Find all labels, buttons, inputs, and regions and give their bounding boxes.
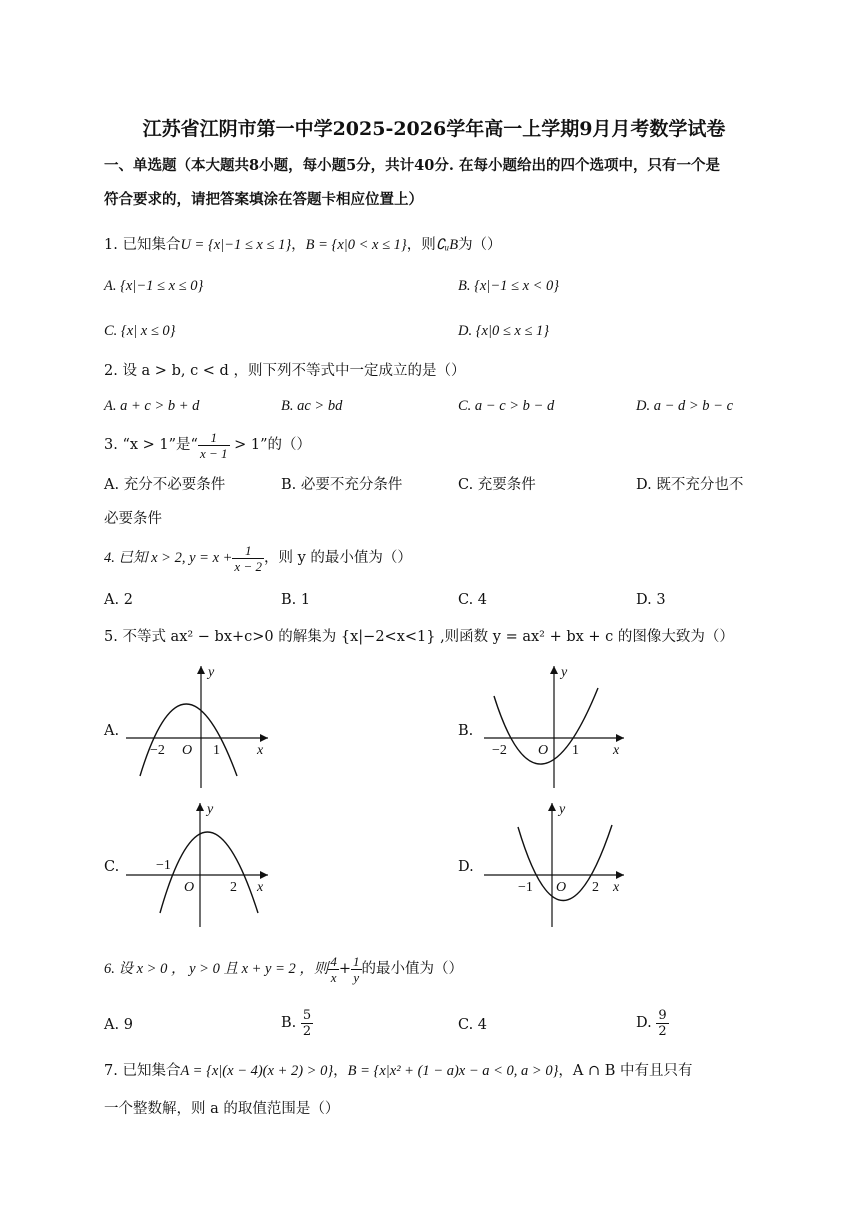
q6-option-d-numerator: 9 bbox=[658, 1007, 667, 1023]
q5-graph-d-origin: O bbox=[556, 880, 567, 895]
q1-complement: ∁ᵤB bbox=[435, 237, 459, 253]
q5-graph-d-right-root: 2 bbox=[592, 880, 599, 895]
q7-pre: 7. 已知集合 bbox=[104, 1063, 181, 1079]
q6-option-d bbox=[636, 1004, 669, 1042]
q5-graph-d-y-label: y bbox=[559, 802, 566, 817]
q6-post: 的最小值为（） bbox=[361, 961, 464, 977]
q4-option-b: B. 1 bbox=[281, 592, 311, 608]
q5-option-c: C. bbox=[104, 859, 120, 875]
q4-fraction bbox=[232, 543, 264, 574]
q5-graph-d-x-label: x bbox=[613, 880, 620, 895]
q1-stem bbox=[104, 235, 502, 255]
q4-numerator: 1 bbox=[232, 543, 264, 559]
q5-graph-c-right-root: 2 bbox=[230, 880, 237, 895]
q1-then: ，则 bbox=[406, 237, 436, 253]
q6-option-b-label: B. bbox=[281, 1015, 297, 1031]
q1-set-b: B = {x|0 < x ≤ 1} bbox=[305, 237, 407, 253]
q5-graph-a-left-root: −2 bbox=[150, 743, 165, 758]
q2-option-a: A. a + c > b + d bbox=[104, 398, 200, 414]
q5-graph-a bbox=[122, 660, 282, 790]
q1-option-a: A. {x|−1 ≤ x ≤ 0} bbox=[104, 278, 204, 294]
q6-option-b-fraction bbox=[301, 1008, 313, 1039]
q5-graph-b-left-root: −2 bbox=[492, 743, 507, 758]
q1-option-d: D. {x|0 ≤ x ≤ 1} bbox=[458, 323, 550, 339]
q5-graph-d-left-root: −1 bbox=[518, 880, 533, 895]
q5-graph-a-origin: O bbox=[182, 743, 193, 758]
q1-prefix: 1. 已知集合 bbox=[104, 237, 181, 253]
q6-fraction-2 bbox=[351, 954, 362, 985]
section-heading-line1: 一、单选题（本大题共8小题，每小题5分，共计40分. 在每小题给出的四个选项中，只有一个是 bbox=[104, 157, 720, 174]
q1-option-c: C. {x| x ≤ 0} bbox=[104, 323, 176, 339]
q4-pre: 4. 已知 x > 2, y = x + bbox=[104, 550, 233, 566]
q5-graph-b-origin: O bbox=[538, 743, 549, 758]
q6-fraction-2-numerator: 1 bbox=[353, 953, 360, 969]
q4-option-a: A. 2 bbox=[104, 592, 133, 608]
q6-option-b-denominator: 2 bbox=[302, 1023, 312, 1039]
q1-sep: ， bbox=[291, 237, 306, 253]
q3-option-d-continued: 必要条件 bbox=[104, 511, 162, 527]
q3-option-b: B. 必要不充分条件 bbox=[281, 477, 403, 493]
q5-option-b: B. bbox=[458, 723, 474, 739]
q5-graph-c-origin: O bbox=[184, 880, 195, 895]
q4-stem bbox=[104, 541, 412, 575]
q2-option-d: D. a − d > b − c bbox=[636, 398, 734, 414]
q7-set-a: A = {x|(x − 4)(x + 2) > 0} bbox=[180, 1063, 334, 1079]
q3-option-a: A. 充分不必要条件 bbox=[104, 477, 226, 493]
q7-post: ，A ∩ B 中有且只有 bbox=[558, 1063, 693, 1079]
q5-graph-c-left-root: −1 bbox=[156, 858, 171, 873]
q4-option-c: C. 4 bbox=[458, 592, 488, 608]
exam-title: 江苏省江阴市第一中学2025-2026学年高一上学期9月月考数学试卷 bbox=[142, 118, 726, 140]
q1-option-b: B. {x|−1 ≤ x < 0} bbox=[458, 278, 560, 294]
q1-set-u: U = {x|−1 ≤ x ≤ 1} bbox=[180, 237, 292, 253]
q6-option-c: C. 4 bbox=[458, 1017, 488, 1033]
q3-option-d: D. 既不充分也不 bbox=[636, 477, 744, 493]
q5-option-a: A. bbox=[104, 723, 120, 739]
q4-denominator: x − 2 bbox=[234, 558, 262, 574]
section-heading-line2: 符合要求的，请把答案填涂在答题卡相应位置上） bbox=[104, 191, 423, 208]
q7-set-b: B = {x|x² + (1 − a)x − a < 0, a > 0} bbox=[347, 1063, 559, 1079]
q6-fraction-1-denominator: x bbox=[330, 969, 337, 985]
q2-stem: 2. 设 a > b, c < d ，则下列不等式中一定成立的是（） bbox=[104, 363, 466, 379]
q6-fraction-1-numerator: 4 bbox=[330, 953, 337, 969]
q6-fraction-2-denominator: y bbox=[353, 969, 360, 985]
q7-stem-line2: 一个整数解，则 a 的取值范围是（） bbox=[104, 1101, 340, 1117]
q6-fraction-1 bbox=[328, 954, 339, 985]
q1-suffix: 为（） bbox=[458, 237, 502, 253]
q6-stem bbox=[104, 950, 463, 988]
q6-plus: + bbox=[338, 961, 352, 977]
q2-option-b: B. ac > bd bbox=[281, 398, 343, 414]
q5-graph-b bbox=[480, 660, 640, 790]
q5-graph-a-y-label: y bbox=[208, 665, 215, 680]
q5-graph-b-x-label: x bbox=[613, 743, 620, 758]
q3-option-c: C. 充要条件 bbox=[458, 477, 536, 493]
q5-stem: 5. 不等式 ax² − bx+c>0 的解集为 {x|−2<x<1} ,则函数 y = ax² + bx + c 的图像大致为（） bbox=[104, 629, 734, 645]
q3-pre: 3. “x > 1”是“ bbox=[104, 437, 198, 453]
q5-graph-a-x-label: x bbox=[257, 743, 264, 758]
q3-post: > 1”的（） bbox=[229, 437, 312, 453]
q2-option-c: C. a − c > b − d bbox=[458, 398, 555, 414]
q6-option-b-numerator: 5 bbox=[302, 1007, 312, 1023]
q5-option-d: D. bbox=[458, 859, 474, 875]
q6-pre: 6. 设 x > 0 ， y > 0 且 x + y = 2 ，则 bbox=[104, 961, 329, 977]
q4-option-d: D. 3 bbox=[636, 592, 666, 608]
q5-graph-c-y-label: y bbox=[207, 802, 214, 817]
q6-option-d-label: D. bbox=[636, 1015, 652, 1031]
q7-stem-line1 bbox=[104, 1061, 692, 1081]
q4-post: ，则 y 的最小值为（） bbox=[263, 550, 412, 566]
q5-graph-d bbox=[480, 797, 640, 929]
q3-stem bbox=[104, 428, 311, 462]
q6-option-d-denominator: 2 bbox=[658, 1023, 667, 1039]
q5-graph-b-right-root: 1 bbox=[572, 743, 579, 758]
q5-graph-c-x-label: x bbox=[257, 880, 264, 895]
q5-graph-a-right-root: 1 bbox=[213, 743, 220, 758]
q6-option-b bbox=[281, 1004, 313, 1042]
q3-fraction bbox=[198, 430, 230, 461]
q6-option-d-fraction bbox=[656, 1008, 668, 1039]
q6-option-a: A. 9 bbox=[104, 1017, 133, 1033]
q5-graph-c bbox=[122, 797, 282, 929]
q7-sep: ， bbox=[333, 1063, 348, 1079]
q5-graph-b-y-label: y bbox=[561, 665, 568, 680]
q3-denominator: x − 1 bbox=[199, 445, 228, 461]
q3-numerator: 1 bbox=[198, 430, 230, 446]
